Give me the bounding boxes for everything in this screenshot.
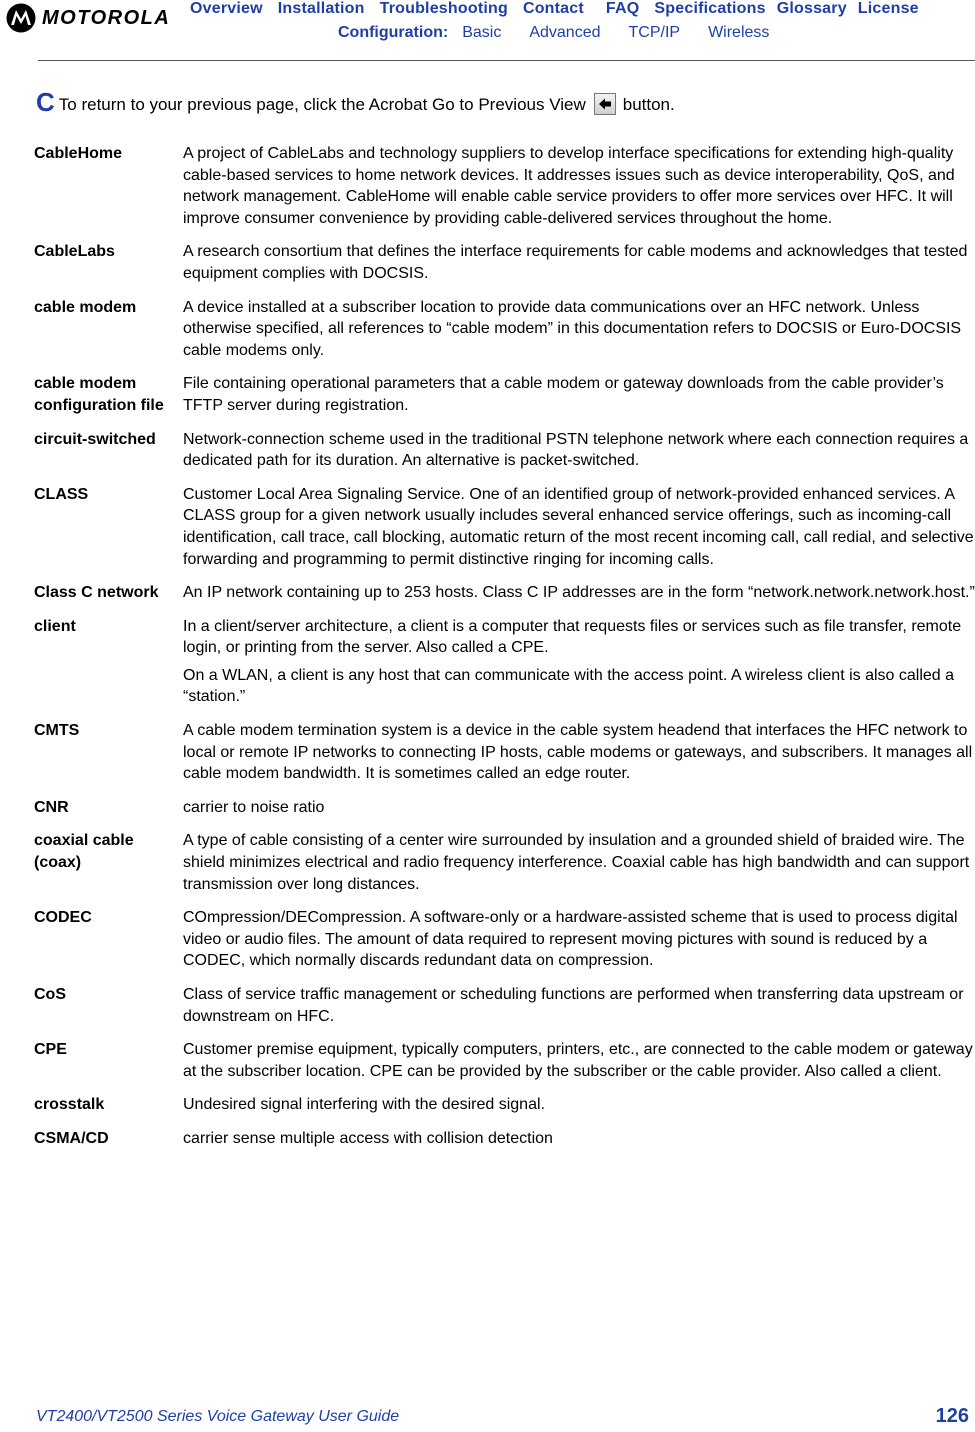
nav-config-advanced[interactable]: Advanced [529,24,601,41]
glossary-entry [34,1039,975,1082]
configuration-navigation [338,24,797,42]
glossary-definition: An IP network containing up to 253 hosts. Class C IP addresses are in the form “network.network.network.host.” [183,584,975,602]
nav-license[interactable]: License [857,0,919,17]
page-header [0,0,975,62]
glossary-term: cable modem [34,298,137,316]
nav-contact[interactable]: Contact [522,0,584,17]
glossary-entry [34,429,975,472]
glossary-term: CoS [34,986,66,1003]
glossary-definition: Network-connection scheme used in the traditional PSTN telephone network where each connection requires a dedicated path for its duration. An alternative is packet-switched. [183,430,969,470]
footer-guide-title: VT2400/VT2500 Series Voice Gateway User Guide [36,1408,400,1425]
glossary-entry [34,1128,975,1150]
nav-config-basic[interactable]: Basic [462,24,502,41]
glossary-definition: A device installed at a subscriber location to provide data communications over an HFC network. Unless otherwise specified, all references to “cable modem” in this documentation refers to DOCSIS or Euro-DOCSIS cable modems only. [183,298,962,359]
glossary-definition: File containing operational parameters that a cable modem or gateway downloads from the cable provider’s TFTP server during registration. [183,375,944,414]
glossary-entry [34,907,975,972]
glossary-list [34,143,975,1162]
glossary-definition: Customer Local Area Signaling Service. One of an identified group of network-provided enhanced services. A CLASS group for a given network usually includes several enhanced service offerings, such as incoming-call identification, call trace, call blocking, automatic return of the most recent incoming call, call redial, and selective forwarding and programming to permit distinctive ringing for incoming calls. [183,485,974,568]
page-number: 126 [935,1405,969,1427]
nav-installation[interactable]: Installation [277,0,365,17]
glossary-term: CableHome [34,145,123,162]
glossary-entry [34,373,975,416]
glossary-term: coaxial cable (coax) [34,832,134,872]
glossary-term: Class C network [34,584,159,602]
instruction-suffix: button. [622,95,675,114]
motorola-logo [6,3,170,33]
glossary-term: CLASS [34,485,89,503]
glossary-definition: A research consortium that defines the interface requirements for cable modems and acknowledges that tested equipment complies with DOCSIS. [183,243,968,282]
glossary-definition: COmpression/DECompression. A software-only or a hardware-assisted scheme that is used to process digital video or audio files. The amount of data required to represent moving pictures with sound is reduced by a CODEC, which normally discards redundant data on compression. [183,909,958,970]
glossary-entry [34,616,975,708]
glossary-entry [34,297,975,362]
glossary-definition: A type of cable consisting of a center wire surrounded by insulation and a grounded shield of braided wire. The shield minimizes electrical and radio frequency interference. Coaxial cable has high bandwidth and can support transmission over long distances. [183,832,970,893]
glossary-definition: Class of service traffic management or scheduling functions are performed when transferring data upstream or downstream on HFC. [183,986,964,1025]
nav-overview[interactable]: Overview [190,0,263,17]
section-letter: C [36,87,55,117]
glossary-entry [34,1094,975,1116]
glossary-definition: carrier to noise ratio [183,798,325,816]
nav-config-wireless[interactable]: Wireless [708,24,770,41]
glossary-term: CSMA/CD [34,1129,109,1147]
nav-glossary[interactable]: Glossary [776,0,847,17]
previous-view-button[interactable] [594,93,616,115]
instruction-text: To return to your previous page, click the Acrobat Go to Previous View [58,95,586,114]
glossary-entry [34,582,975,604]
glossary-term: crosstalk [34,1096,105,1114]
glossary-definition: Undesired signal interfering with the desired signal. [183,1096,545,1114]
glossary-term: circuit-switched [34,430,156,448]
glossary-entry [34,720,975,785]
glossary-definition: In a client/server architecture, a client is a computer that requests files or services such as file transfer, remote login, or printing from the server. Also called a CPE. [183,617,962,657]
glossary-entry [34,984,975,1027]
configuration-label: Configuration: [338,24,449,41]
glossary-entry [34,830,975,895]
glossary-term: CMTS [34,722,80,740]
nav-config-tcpip[interactable]: TCP/IP [628,24,681,41]
glossary-term: CNR [34,798,69,816]
glossary-entry [34,143,975,229]
nav-specifications[interactable]: Specifications [654,0,766,17]
go-back-instruction [36,89,675,115]
glossary-definition: carrier sense multiple access with collision detection [183,1129,553,1147]
glossary-definition: A cable modem termination system is a device in the cable system headend that interfaces the HFC network to local or remote IP networks to connecting IP hosts, cable modems or gateways, and subscribers. It manages all cable modem bandwidth. It is sometimes called an edge router. [183,722,973,783]
nav-faq[interactable]: FAQ [605,0,640,17]
page-footer [0,1405,975,1432]
header-divider [38,60,975,61]
glossary-entry [34,797,975,819]
back-arrow-icon [598,97,612,111]
top-navigation [190,0,934,18]
glossary-term: CPE [34,1041,67,1059]
glossary-entry [34,484,975,570]
glossary-term: cable modem configuration file [34,375,164,414]
glossary-definition: Customer premise equipment, typically computers, printers, etc., are connected to the cable modem or gateway at the subscriber location. CPE can be provided by the subscriber or the cable provider. Also called a client. [183,1041,973,1080]
motorola-batwing-icon [6,3,36,33]
glossary-entry [34,241,975,284]
glossary-term: client [34,617,76,635]
glossary-term: CableLabs [34,243,115,261]
glossary-term: CODEC [34,909,92,927]
brand-wordmark: MOTOROLA [42,6,171,29]
glossary-definition: A project of CableLabs and technology suppliers to develop interface specifications for extending high-quality cable-based services to home network devices. It addresses issues such as device interoperability, QoS, and network management. CableHome will enable cable service providers to offer more services over HFC. It will improve consumer convenience by providing cable-delivered services throughout the home. [183,145,955,227]
nav-troubleshooting[interactable]: Troubleshooting [379,0,508,17]
glossary-definition: On a WLAN, a client is any host that can communicate with the access point. A wireless client is also called a “station.” [183,666,955,706]
